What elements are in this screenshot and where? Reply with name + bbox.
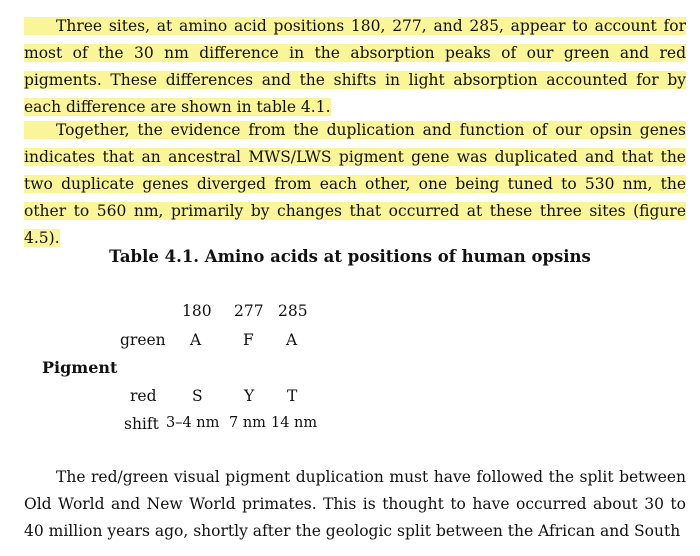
column-header: 277 [234,302,264,320]
table-cell: F [243,331,254,349]
table-cell: 14 nm [271,415,318,431]
table-cell: T [287,387,298,405]
row-label: red [130,387,157,405]
paragraph-3: The red/green visual pigment duplication must have followed the split between Old World and New World primates. This is thought to have occurred about 30 to 40 million years ago, shortly after the geologic split between the African and South [24,468,686,540]
table-cell: 7 nm [229,415,266,431]
highlighted-text: Together, the evidence from the duplication and function of our opsin genes indicates that an ancestral MWS/LWS pigment gene was duplicated and that the two duplicate genes diverged from each other, one being tuned to 530 nm, the other to 560 nm, primarily by changes that occurred at these three sites (figure 4.5). [24,121,686,247]
table-cell: A [190,331,202,349]
table-cell: 3–4 nm [166,415,220,431]
table-cell: Y [244,387,255,405]
table-caption: Table 4.1. Amino acids at positions of human opsins [109,247,591,266]
row-group-label: Pigment [42,358,118,377]
column-header: 180 [182,302,212,320]
table-cell: S [192,387,203,405]
column-header: 285 [278,302,308,320]
row-label: green [120,331,166,349]
paragraph-2 [24,117,686,252]
highlighted-text: Three sites, at amino acid positions 180, 277, and 285, appear to account for most of the 30 nm difference in the absorption peaks of our green and red pigments. These differences and the shifts in light absorption accounted for by each difference are shown in table 4.1. [24,17,686,116]
paragraph-1 [24,13,686,121]
table-cell: A [286,331,298,349]
row-label: shift [124,415,159,433]
